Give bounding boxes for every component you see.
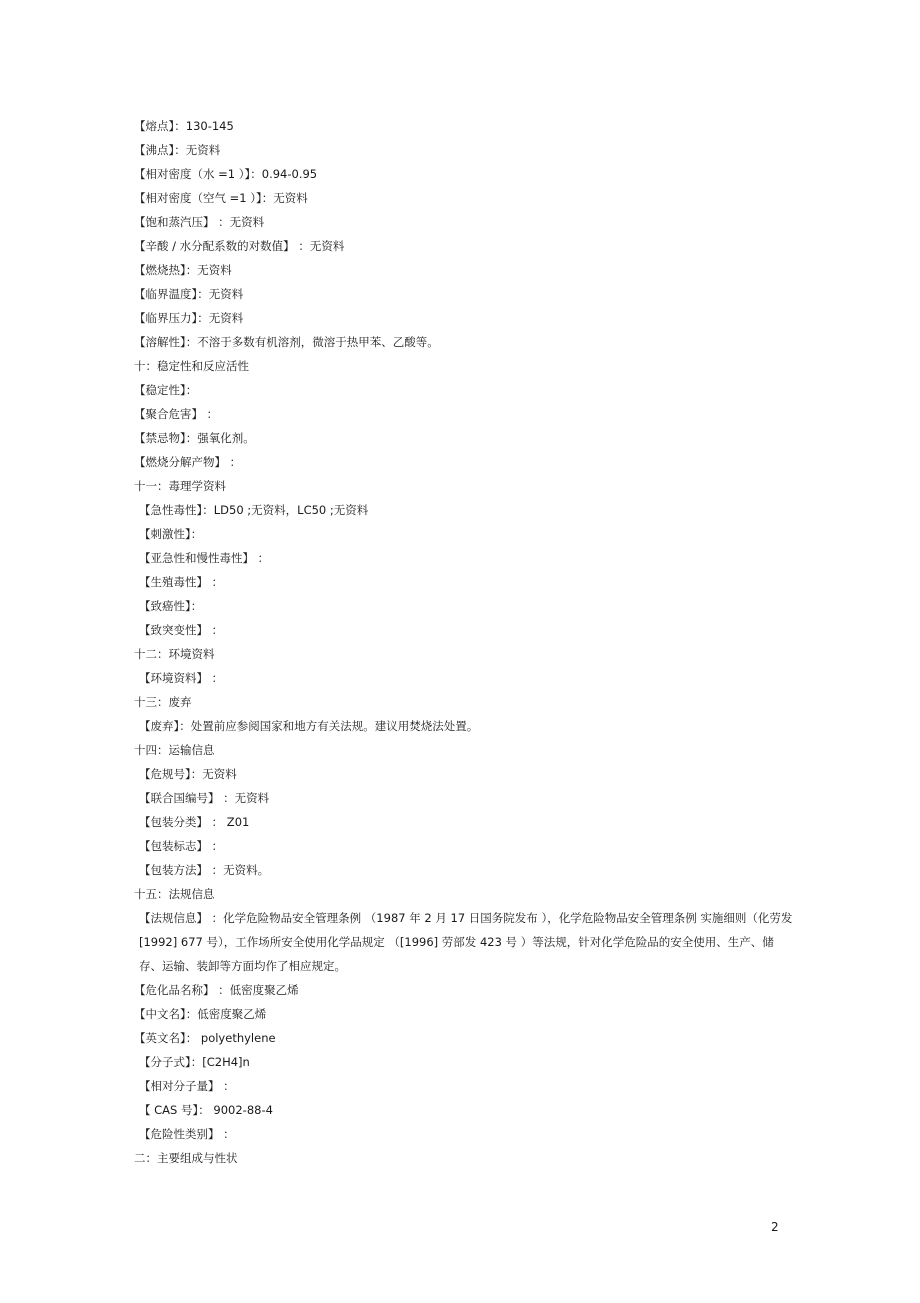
text-line: 【相对分子量】 ：	[139, 1079, 235, 1093]
text-line: 【 CAS 号】： 9002-88-4	[139, 1103, 273, 1117]
text-line: 【禁忌物】：强氧化剂。	[134, 431, 255, 445]
text-line: 【燃烧热】：无资料	[134, 263, 232, 277]
text-line: 【相对密度（空气 =1 ）】：无资料	[134, 191, 308, 205]
text-line: 【联合国编号】 ：无资料	[139, 791, 270, 805]
text-line: 【环境资料】 ：	[139, 671, 224, 685]
text-line: 十二：环境资料	[134, 647, 215, 661]
text-line: 十三：废弃	[134, 695, 192, 709]
text-line: 【沸点】：无资料	[134, 143, 221, 157]
text-line: 【急性毒性】：LD50 ;无资料，LC50 ;无资料	[139, 503, 369, 517]
text-line: 【辛酸 / 水分配系数的对数值】 ：无资料	[134, 239, 345, 253]
text-line: 【亚急性和慢性毒性】 ：	[139, 551, 270, 565]
text-line: 十：稳定性和反应活性	[134, 359, 249, 373]
text-line: 【分子式】：[C2H4]n	[139, 1055, 250, 1069]
text-lines-group-after	[134, 978, 794, 1170]
text-line: 【危险性类别】 ：	[139, 1127, 235, 1141]
text-line: 【致癌性】：	[139, 599, 203, 613]
text-line: 【临界温度】：无资料	[134, 287, 244, 301]
text-line: 十一：毒理学资料	[134, 479, 226, 493]
text-line: 【溶解性】：不溶于多数有机溶剂，微溶于热甲苯、乙酸等。	[134, 335, 439, 349]
text-line: 【生殖毒性】 ：	[139, 575, 224, 589]
text-line: 【燃烧分解产物】 ：	[134, 455, 242, 469]
text-line: 【危规号】：无资料	[139, 767, 237, 781]
text-line: 【危化品名称】 ：低密度聚乙烯	[134, 983, 299, 997]
regulation-paragraph: 【法规信息】 ：化学危险物品安全管理条例 （1987 年 2 月 17 日国务院发布 ），化学危险物品安全管理条例 实施细则（化劳发 [1992] 677 号），工作场所安全使用化学品规定 （[1996] 劳部发 423 号 ）等法规，针对化学危险品的安全使用、生产、储存、运输、装卸等方面均作了相应规定。	[139, 911, 793, 973]
text-line: 【英文名】： polyethylene	[134, 1031, 276, 1045]
text-line: 【致突变性】 ：	[139, 623, 224, 637]
text-line: 【熔点】：130-145	[134, 119, 234, 133]
text-line: 【中文名】：低密度聚乙烯	[134, 1007, 267, 1021]
text-line: 【包装标志】 ：	[139, 839, 224, 853]
text-line: 【聚合危害】 ：	[134, 407, 219, 421]
text-line: 【临界压力】：无资料	[134, 311, 244, 325]
text-line: 【稳定性】：	[134, 383, 198, 397]
text-line: 【饱和蒸汽压】 ：无资料	[134, 215, 265, 229]
text-line: 【包装方法】 ：无资料。	[139, 863, 270, 877]
text-line: 【废弃】：处置前应参阅国家和地方有关法规。建议用焚烧法处置。	[139, 719, 479, 733]
text-line: 十五：法规信息	[134, 887, 215, 901]
document-body	[134, 114, 794, 1170]
text-line: 二：主要组成与性状	[134, 1151, 238, 1165]
text-line: 【刺激性】：	[139, 527, 203, 541]
text-line: 十四：运输信息	[134, 743, 215, 757]
text-line: 【相对密度（水 =1 ）】：0.94-0.95	[134, 167, 318, 181]
text-line: 【包装分类】 ： Z01	[139, 815, 250, 829]
page-number: 2	[771, 1220, 779, 1234]
text-lines-group	[134, 114, 794, 906]
